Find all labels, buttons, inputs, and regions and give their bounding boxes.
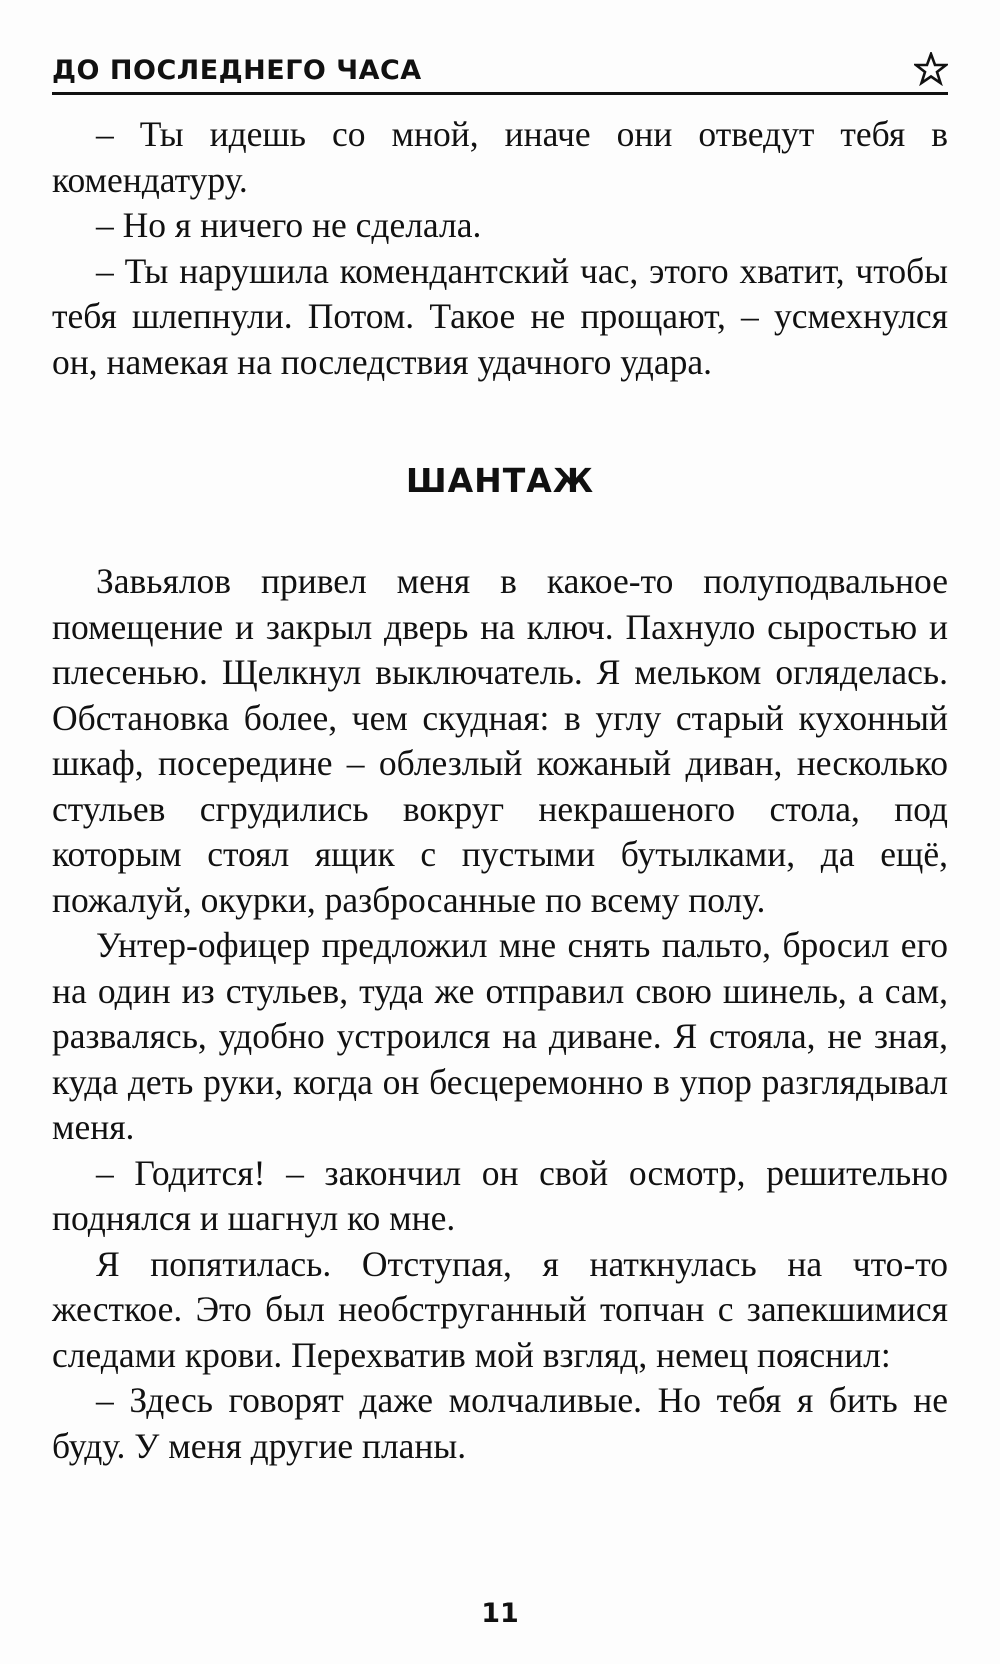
paragraph: – Годится! – закончил он свой осмотр, решительно поднялся и шагнул ко мне. bbox=[52, 1152, 948, 1238]
star-outline-icon bbox=[914, 52, 948, 86]
paragraph: Унтер-офицер предложил мне снять пальто, бросил его на один из стульев, туда же отправил свою шинель, а сам, развалясь, удобно устроился на диване. Я стояла, не зная, куда деть руки, когда он бесцеремонно в упор разглядывал меня. bbox=[52, 925, 948, 1147]
paragraph: – Ты идешь со мной, иначе они отведут тебя в комендатуру. bbox=[52, 114, 948, 200]
paragraph: – Ты нарушила комендантский час, этого хватит, чтобы тебя шлепнули. Потом. Такое не прощают, – усмехнулся он, намекая на последствия удачного удара. bbox=[52, 250, 948, 382]
paragraph: – Здесь говорят даже молчаливые. Но тебя я бить не буду. У меня другие планы. bbox=[52, 1380, 948, 1466]
paragraph: – Но я ничего не сделала. bbox=[96, 205, 482, 245]
running-header bbox=[52, 40, 948, 95]
page-body bbox=[52, 112, 948, 1469]
page-number: 11 bbox=[481, 1598, 519, 1629]
running-title: ДО ПОСЛЕДНЕГО ЧАСА bbox=[52, 55, 422, 86]
chapter-title: ШАНТАЖ bbox=[405, 461, 595, 500]
paragraph: Завьялов привел меня в какое-то полуподвальное помещение и закрыл дверь на ключ. Пахнуло сыростью и плесенью. Щелкнул выключатель. Я мельком огляделась. Обстановка более, чем скудная: в углу старый кухонный шкаф, посередине – облезлый кожаный диван, несколько стульев сгрудились вокруг некрашеного стола, под которым стоял ящик с пустыми бутылками, да ещё, пожалуй, окурки, разбросанные по всему полу. bbox=[52, 561, 948, 920]
paragraph: Я попятилась. Отступая, я наткнулась на что-то жесткое. Это был необструганный топчан с запекшимися следами крови. Перехватив мой взгляд, немец пояснил: bbox=[52, 1243, 948, 1375]
